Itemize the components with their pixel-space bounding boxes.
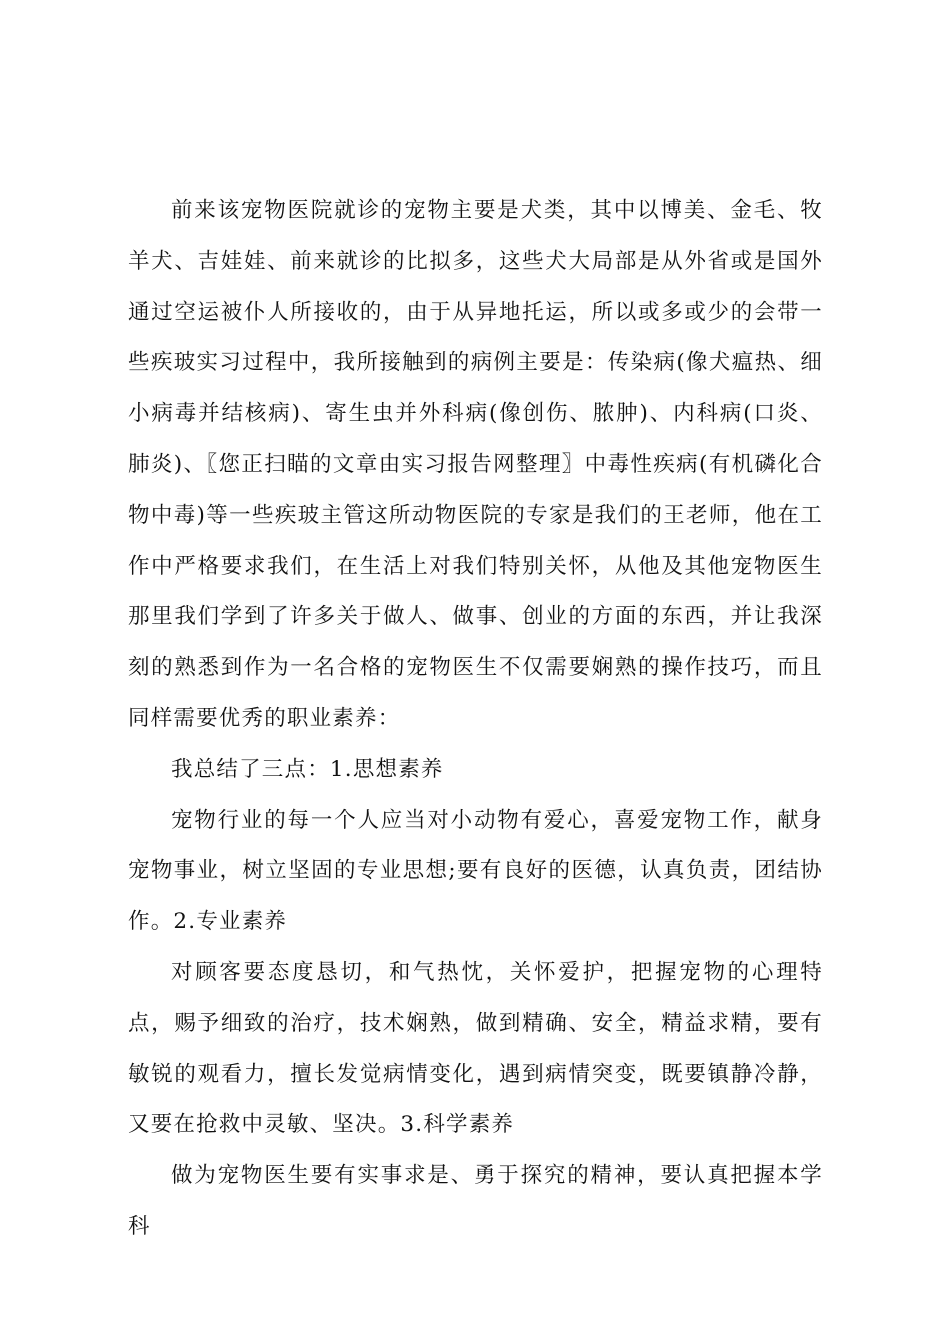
paragraph-hospital-overview: 前来该宠物医院就诊的宠物主要是犬类，其中以博美、金毛、牧羊犬、吉娃娃、前来就诊的比拟多，这些犬大局部是从外省或是国外通过空运被仆人所接收的，由于从异地托运，所以或多或少的会带一些疾玻实习过程中，我所接触到的病例主要是：传染病(像犬瘟热、细小病毒并结核病)、寄生虫并外科病(像创伤、脓肿)、内科病(口炎、肺炎)、〖您正扫瞄的文章由实习报告网整理〗中毒性疾病(有机磷化合物中毒)等一些疾玻主管这所动物医院的专家是我们的王老师，他在工作中严格要求我们，在生活上对我们特别关怀，从他及其他宠物医生那里我们学到了许多关于做人、做事、创业的方面的东西，并让我深刻的熟悉到作为一名合格的宠物医生不仅需要娴熟的操作技巧，而且同样需要优秀的职业素养：	[128, 198, 823, 731]
paragraph-professional-quality: 对顾客要态度恳切，和气热忱，关怀爱护，把握宠物的心理特点，赐予细致的治疗，技术娴熟，做到精确、安全，精益求精，要有敏锐的观看力，擅长发觉病情变化，遇到病情突变，既要镇静冷静，又要在抢救中灵敏、坚决。3.科学素养	[128, 959, 823, 1138]
paragraph-summary-intro: 我总结了三点：1.思想素养	[171, 756, 444, 782]
document-body	[128, 186, 823, 1253]
paragraph-scientific-quality: 做为宠物医生要有实事求是、勇于探究的精神，要认真把握本学科	[128, 1163, 823, 1239]
paragraph-ideological-quality: 宠物行业的每一个人应当对小动物有爱心，喜爱宠物工作，献身宠物事业，树立坚固的专业思想;要有良好的医德，认真负责，团结协作。2.专业素养	[128, 807, 823, 935]
